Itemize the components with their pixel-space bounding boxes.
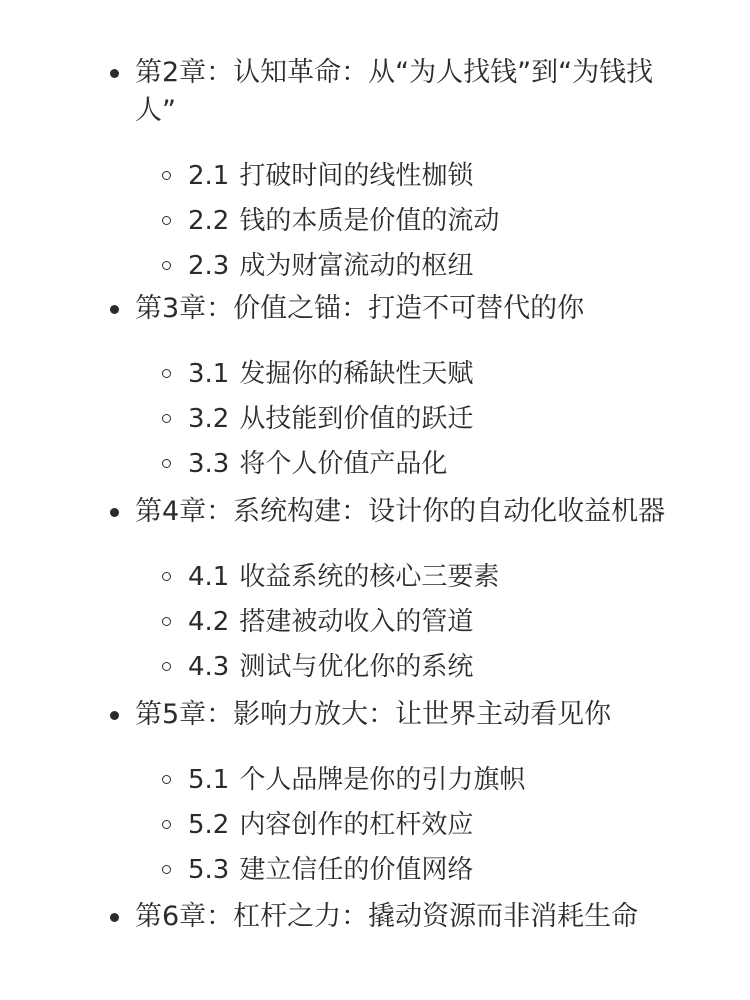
section-title: 收益系统的核心三要素: [239, 562, 500, 592]
section-number: 4.2: [188, 607, 230, 637]
bullet-dot-icon: [110, 69, 119, 78]
section-title: 钱的本质是价值的流动: [239, 206, 500, 236]
section-number: 2.3: [188, 251, 230, 281]
hollow-circle-icon: [162, 572, 171, 581]
section-title: 内容创作的杠杆效应: [239, 810, 474, 840]
hollow-circle-icon: [162, 216, 171, 225]
bullet-dot-icon: [110, 913, 119, 922]
section-title: 成为财富流动的枢纽: [239, 251, 474, 281]
bullet-dot-icon: [110, 305, 119, 314]
section-list: [0, 555, 750, 690]
section-list: [0, 154, 750, 289]
chapter-title: 第6章：杠杆之力：撬动资源而非消耗生命: [135, 901, 639, 932]
list-item: [0, 244, 750, 289]
list-item: [0, 758, 750, 803]
list-item: [0, 154, 750, 199]
chapter-title: 第3章：价值之锚：打造不可替代的你: [135, 293, 585, 324]
hollow-circle-icon: [162, 261, 171, 270]
chapter-title: 第4章：系统构建：设计你的自动化收益机器: [135, 496, 666, 527]
chapter-title: 第5章：影响力放大：让世界主动看见你: [135, 699, 612, 730]
chapter-6: [0, 898, 750, 936]
list-item: [0, 442, 750, 487]
chapter-heading: [0, 54, 750, 130]
section-title: 测试与优化你的系统: [239, 652, 474, 682]
list-item: [0, 645, 750, 690]
list-item: [0, 848, 750, 893]
section-number: 5.2: [188, 810, 230, 840]
bullet-dot-icon: [110, 508, 119, 517]
section-title: 个人品牌是你的引力旗帜: [239, 765, 526, 795]
section-title: 建立信任的价值网络: [239, 855, 474, 885]
hollow-circle-icon: [162, 171, 171, 180]
section-list: [0, 352, 750, 487]
bullet-dot-icon: [110, 711, 119, 720]
list-item: [0, 600, 750, 645]
chapter-heading: [0, 290, 750, 328]
chapter-heading: [0, 493, 750, 531]
section-number: 3.3: [188, 449, 230, 479]
section-title: 打破时间的线性枷锁: [239, 161, 474, 191]
section-number: 4.3: [188, 652, 230, 682]
list-item: [0, 555, 750, 600]
hollow-circle-icon: [162, 820, 171, 829]
section-list: [0, 758, 750, 893]
chapter-title: 第2章：认知革命：从“为人找钱”到“为钱找人”: [135, 57, 654, 126]
hollow-circle-icon: [162, 414, 171, 423]
hollow-circle-icon: [162, 617, 171, 626]
chapter-heading: [0, 696, 750, 734]
hollow-circle-icon: [162, 865, 171, 874]
hollow-circle-icon: [162, 459, 171, 468]
section-title: 将个人价值产品化: [239, 449, 448, 479]
section-title: 从技能到价值的跃迁: [239, 404, 474, 434]
section-number: 3.2: [188, 404, 230, 434]
chapter-5: [0, 696, 750, 893]
chapter-3: [0, 290, 750, 487]
hollow-circle-icon: [162, 369, 171, 378]
section-number: 5.1: [188, 765, 230, 795]
section-number: 2.1: [188, 161, 230, 191]
list-item: [0, 199, 750, 244]
chapter-2: [0, 54, 750, 289]
section-number: 3.1: [188, 359, 230, 389]
chapter-heading: [0, 898, 750, 936]
hollow-circle-icon: [162, 775, 171, 784]
hollow-circle-icon: [162, 662, 171, 671]
section-number: 2.2: [188, 206, 230, 236]
section-title: 发掘你的稀缺性天赋: [239, 359, 474, 389]
section-number: 4.1: [188, 562, 230, 592]
list-item: [0, 352, 750, 397]
section-number: 5.3: [188, 855, 230, 885]
chapter-4: [0, 493, 750, 690]
section-title: 搭建被动收入的管道: [239, 607, 474, 637]
list-item: [0, 803, 750, 848]
list-item: [0, 397, 750, 442]
